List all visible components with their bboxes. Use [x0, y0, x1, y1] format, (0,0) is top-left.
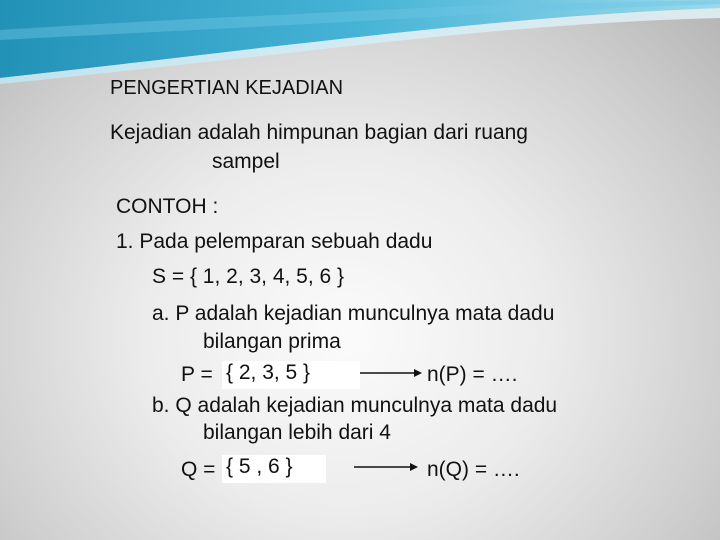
q-count: n(Q) = …. — [427, 458, 520, 481]
part-b-line-1: b. Q adalah kejadian munculnya mata dadu — [152, 394, 558, 417]
p-label: P = — [181, 363, 213, 386]
part-b-line-2: bilangan lebih dari 4 — [203, 421, 391, 444]
q-arrow-icon — [352, 460, 418, 474]
slide-title: PENGERTIAN KEJADIAN — [110, 77, 344, 99]
decorative-wave-header — [0, 0, 720, 90]
p-count: n(P) = …. — [427, 363, 518, 386]
part-a-line-1: a. P adalah kejadian munculnya mata dadu — [152, 302, 555, 325]
p-set-box: { 2, 3, 5 } — [222, 361, 360, 389]
q-set-box: { 5 , 6 } — [222, 455, 326, 483]
example-item-1: 1. Pada pelemparan sebuah dadu — [116, 230, 433, 253]
p-arrow-icon — [358, 366, 422, 380]
definition-line-2: sampel — [212, 150, 280, 173]
sample-space: S = { 1, 2, 3, 4, 5, 6 } — [152, 265, 345, 288]
part-a-line-2: bilangan prima — [203, 330, 341, 353]
definition-line-1: Kejadian adalah himpunan bagian dari ruang — [110, 121, 528, 144]
example-heading: CONTOH : — [116, 195, 219, 218]
q-label: Q = — [181, 458, 216, 481]
